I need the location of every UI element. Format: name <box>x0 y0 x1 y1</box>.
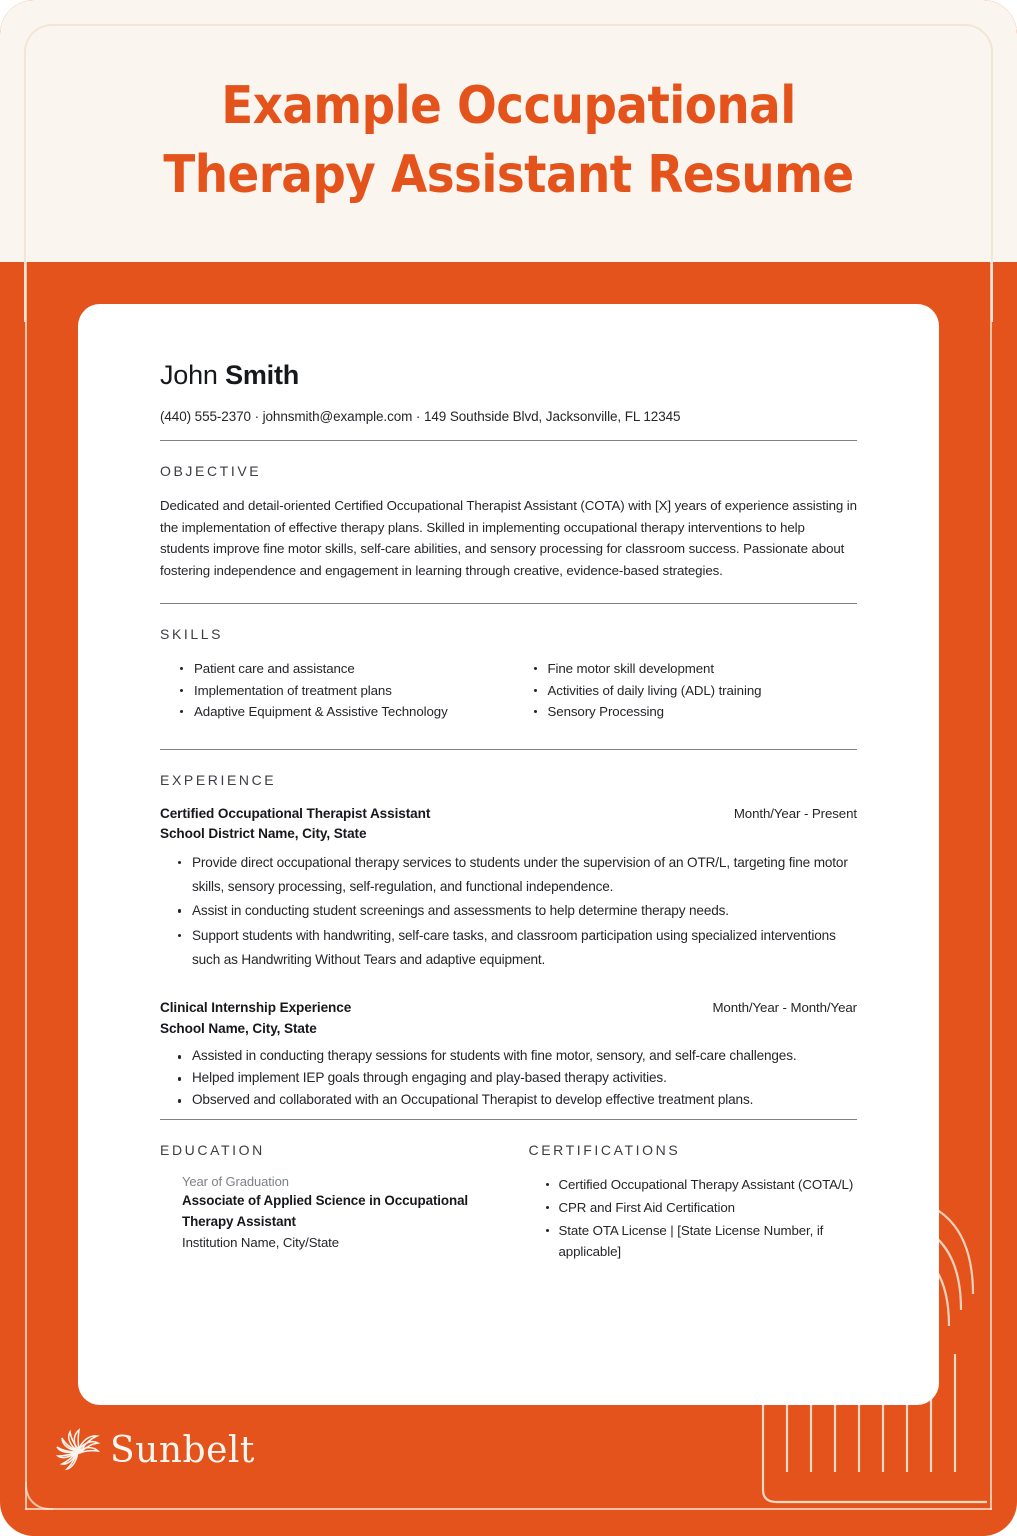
experience-organization: School Name, City, State <box>160 1020 317 1036</box>
skill-item: Implementation of treatment plans <box>194 680 504 702</box>
candidate-contact-line: (440) 555-2370 · johnsmith@example.com · 149 Southside Blvd, Jacksonville, FL 12345 <box>160 409 681 424</box>
education-column <box>160 1120 489 1264</box>
certifications-column <box>513 1120 858 1264</box>
divider-after-contact <box>160 440 857 441</box>
certification-item: Certified Occupational Therapy Assistant (COTA/L) <box>559 1174 858 1196</box>
section-heading-objective: OBJECTIVE <box>160 463 262 479</box>
skill-item: Adaptive Equipment & Assistive Technology <box>194 701 504 723</box>
page-title <box>51 72 966 210</box>
certification-item: State OTA License | [State License Number, if applicable] <box>559 1220 858 1263</box>
skill-item: Fine motor skill development <box>548 658 858 680</box>
experience-bullet-list <box>160 1045 857 1111</box>
frame-line-left <box>25 262 27 1510</box>
education-certifications-columns <box>160 1120 857 1264</box>
experience-bullet: Observed and collaborated with an Occupational Therapist to develop effective treatment plans. <box>192 1089 857 1111</box>
experience-bullet: Provide direct occupational therapy services to students under the supervision of an OTR/L, targeting fine motor skills, sensory processing, self-regulation, and functional independence. <box>192 851 857 899</box>
skills-list-left <box>160 658 504 723</box>
candidate-first-name: John <box>160 360 226 390</box>
education-graduation-year: Year of Graduation <box>182 1174 289 1190</box>
skill-item: Sensory Processing <box>548 701 858 723</box>
sun-swirl-icon <box>52 1426 104 1476</box>
skills-list-right <box>514 658 858 723</box>
skill-item: Patient care and assistance <box>194 658 504 680</box>
experience-bullet-list <box>160 851 857 972</box>
page-title-line-1: Example Occupational <box>221 76 796 136</box>
experience-entry <box>160 804 857 972</box>
experience-title-block <box>160 804 430 845</box>
experience-date-range: Month/Year - Month/Year <box>712 999 857 1015</box>
experience-title-block <box>160 998 351 1039</box>
experience-entry-header <box>160 998 857 1039</box>
objective-text: Dedicated and detail-oriented Certified Occupational Therapist Assistant (COTA) with [X] years of experience assisting in the implementation of effective therapy plans. Skilled in implementing occupational therapy interventions to help students improve fine motor skills, self-care abilities, and sensory processing for classroom success. Passionate about fostering independence and engagement in learning through creative, evidence-based strategies. <box>160 498 857 578</box>
section-heading-education: EDUCATION <box>160 1142 265 1159</box>
skills-columns <box>160 658 857 723</box>
divider-after-objective <box>160 603 857 604</box>
experience-job-title: Clinical Internship Experience <box>160 999 352 1015</box>
experience-bullet: Assist in conducting student screenings and assessments to help determine therapy needs. <box>192 899 857 923</box>
frame-corner-bottom-left <box>25 1482 53 1510</box>
section-heading-skills: SKILLS <box>160 626 224 643</box>
frame-line-bottom <box>25 1508 992 1510</box>
poster-header-band <box>0 0 1017 262</box>
experience-bullet: Assisted in conducting therapy sessions for students with fine motor, sensory, and self-care challenges. <box>192 1045 857 1067</box>
section-heading-certifications: CERTIFICATIONS <box>528 1142 681 1159</box>
brand-logo <box>52 1426 255 1476</box>
certification-item: CPR and First Aid Certification <box>559 1197 858 1219</box>
certifications-list <box>529 1174 858 1263</box>
resume-card <box>78 304 939 1405</box>
experience-date-range: Month/Year - Present <box>733 805 857 821</box>
education-degree: Associate of Applied Science in Occupational Therapy Assistant <box>182 1193 469 1230</box>
experience-job-title: Certified Occupational Therapist Assistant <box>160 805 431 821</box>
skill-item: Activities of daily living (ADL) training <box>548 680 858 702</box>
divider-after-skills <box>160 749 857 750</box>
candidate-last-name: Smith <box>225 360 300 390</box>
experience-bullet: Helped implement IEP goals through engaging and play-based therapy activities. <box>192 1067 857 1089</box>
frame-line-right <box>990 262 992 1510</box>
section-heading-experience: EXPERIENCE <box>160 771 277 788</box>
candidate-name <box>160 360 857 391</box>
page-title-line-2: Therapy Assistant Resume <box>163 145 854 206</box>
brand-name: Sunbelt <box>110 1430 255 1471</box>
experience-bullet: Support students with handwriting, self-care tasks, and classroom participation using specialized interventions such as Handwriting Without Tears and adaptive equipment. <box>192 924 857 972</box>
experience-entry-header <box>160 804 857 845</box>
education-entry <box>160 1174 489 1250</box>
education-institution: Institution Name, City/State <box>182 1234 339 1250</box>
experience-organization: School District Name, City, State <box>160 826 367 842</box>
experience-entry <box>160 998 857 1111</box>
